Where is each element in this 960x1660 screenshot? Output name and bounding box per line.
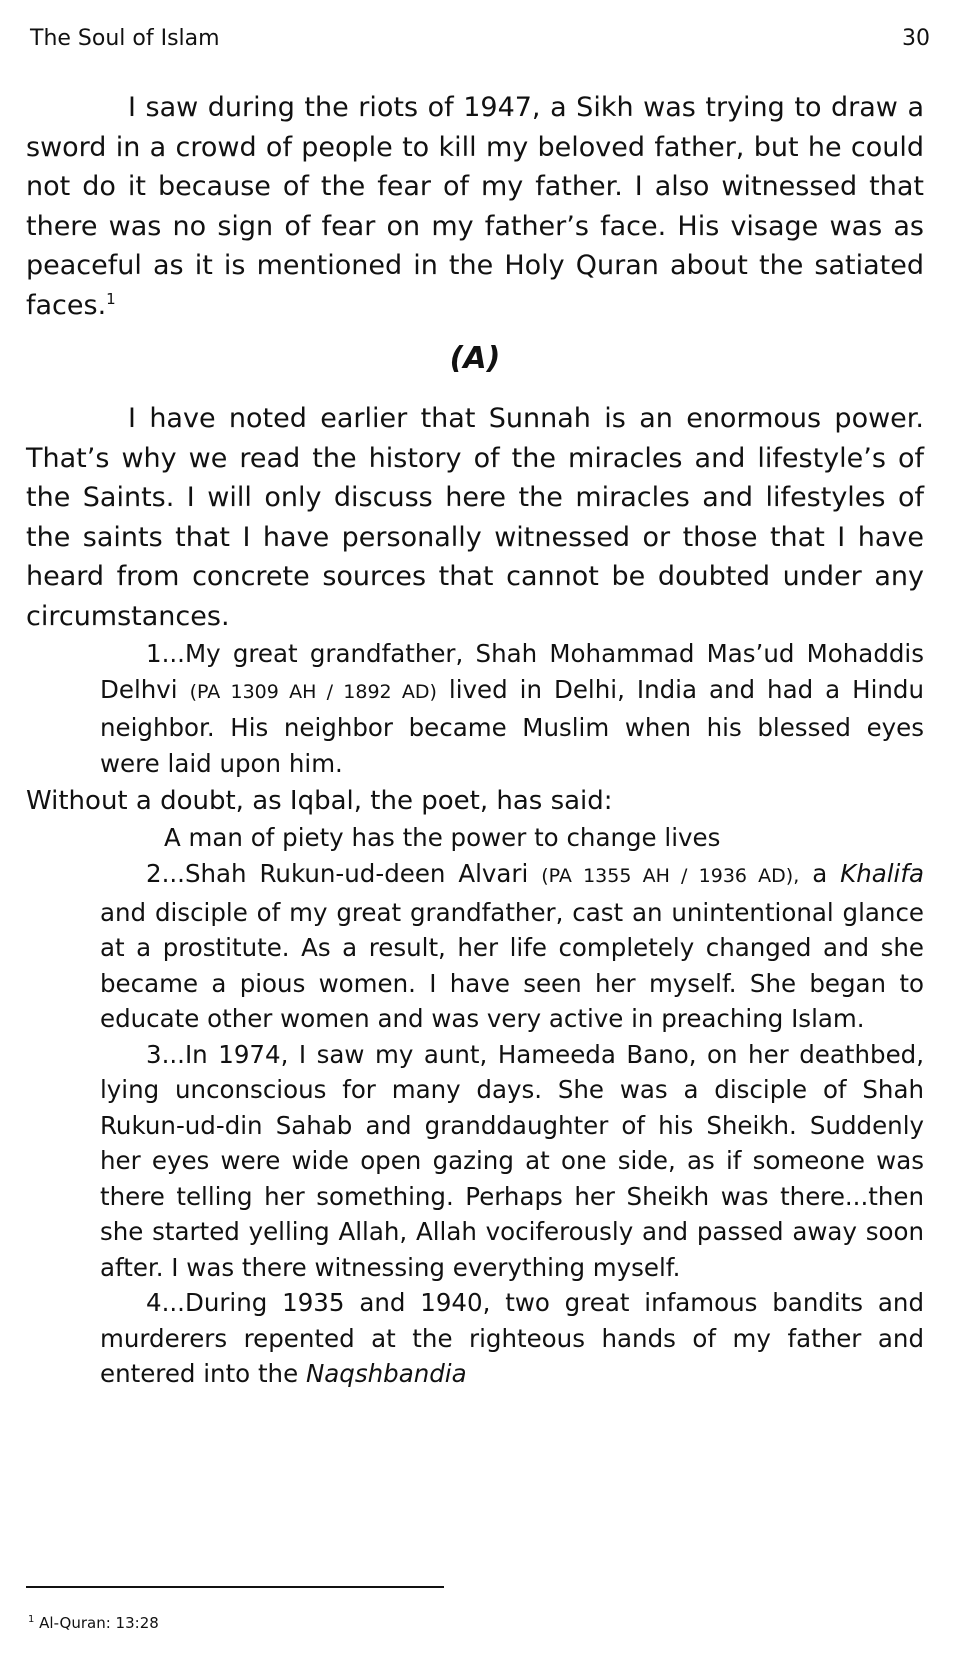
- list-item-1: [100, 636, 924, 781]
- paragraph-sunnah: I have noted earlier that Sunnah is an enormous power. That’s why we read the history of the miracles and lifestyle’s of the Saints. I will only discuss here the miracles and lifestyles of the saints that I have personally witnessed or those that I have heard from concrete sources that cannot be doubted under any circumstances.: [26, 403, 924, 632]
- page-body: [26, 88, 924, 1392]
- footnote-marker: 1: [28, 1614, 35, 1625]
- footnote-reference: 1: [106, 289, 116, 308]
- list-item-3: 3...In 1974, I saw my aunt, Hameeda Bano, on her deathbed, lying unconscious for many days. She was a disciple of Shah Rukun-ud-din Sahab and granddaughter of his Sheikh. Suddenly her eyes were wide open gazing at one side, as if someone was there telling her something. Perhaps her Sheikh was there...then she started yelling Allah, Allah vociferously and passed away soon after. I was there witnessing everything myself.: [100, 1039, 924, 1282]
- miracles-list-part-1: [26, 636, 924, 781]
- list-item-2: [100, 856, 924, 1037]
- list-item-4: [100, 1285, 924, 1392]
- miracles-list-part-2: [26, 856, 924, 1392]
- list-item-2-dates: (PA 1355 AH / 1936 AD),: [541, 865, 800, 887]
- list-item-1-dates: (PA 1309 AH / 1892 AD): [189, 680, 437, 703]
- footnote-text: Al-Quran: 13:28: [39, 1614, 159, 1632]
- list-item-2-text-a: 2...Shah Rukun-ud-deen Alvari: [146, 859, 529, 888]
- section-heading: (A): [449, 341, 501, 376]
- book-title: The Soul of Islam: [30, 26, 220, 51]
- page-header: [30, 22, 930, 56]
- list-item-4-text: 4...During 1935 and 1940, two great infamous bandits and murderers repented at the righteous hands of my father and entered into the: [100, 1288, 924, 1388]
- footnote-divider: [26, 1586, 444, 1588]
- list-item-1-text-b: lived in Delhi, India and had a Hindu neighbor. His neighbor became Muslim when his blessed eyes were laid upon him.: [100, 674, 924, 778]
- list-item-1-text-a: 1...My great grandfather, Shah Mohammad Mas’ud Mohaddis Delhvi: [100, 639, 924, 704]
- paragraph-riots: [26, 88, 924, 325]
- list-item-4-italic-term: Naqshbandia: [305, 1359, 467, 1388]
- list-item-2-text-c: and disciple of my great grandfather, cast an unintentional glance at a prostitute. As a result, her life completely changed and she became a pious women. I have seen her myself. She began to educate other women and was very active in preaching Islam.: [100, 897, 924, 1033]
- paragraph-riots-text: I saw during the riots of 1947, a Sikh was trying to draw a sword in a crowd of people to kill my beloved father, but he could not do it because of the fear of my father. I also witnessed that there was no sign of fear on my father’s face. His visage was as peaceful as it is mentioned in the Holy Quran about the satiated faces.: [26, 92, 924, 321]
- footnote: [28, 1608, 159, 1635]
- list-item-2-text-b: a: [812, 859, 828, 888]
- list-item-2-italic-term: Khalifa: [840, 859, 925, 888]
- verse-quote: A man of piety has the power to change lives: [164, 823, 721, 852]
- page-number: 30: [902, 26, 930, 51]
- interlude-text: Without a doubt, as Iqbal, the poet, has said:: [26, 786, 613, 816]
